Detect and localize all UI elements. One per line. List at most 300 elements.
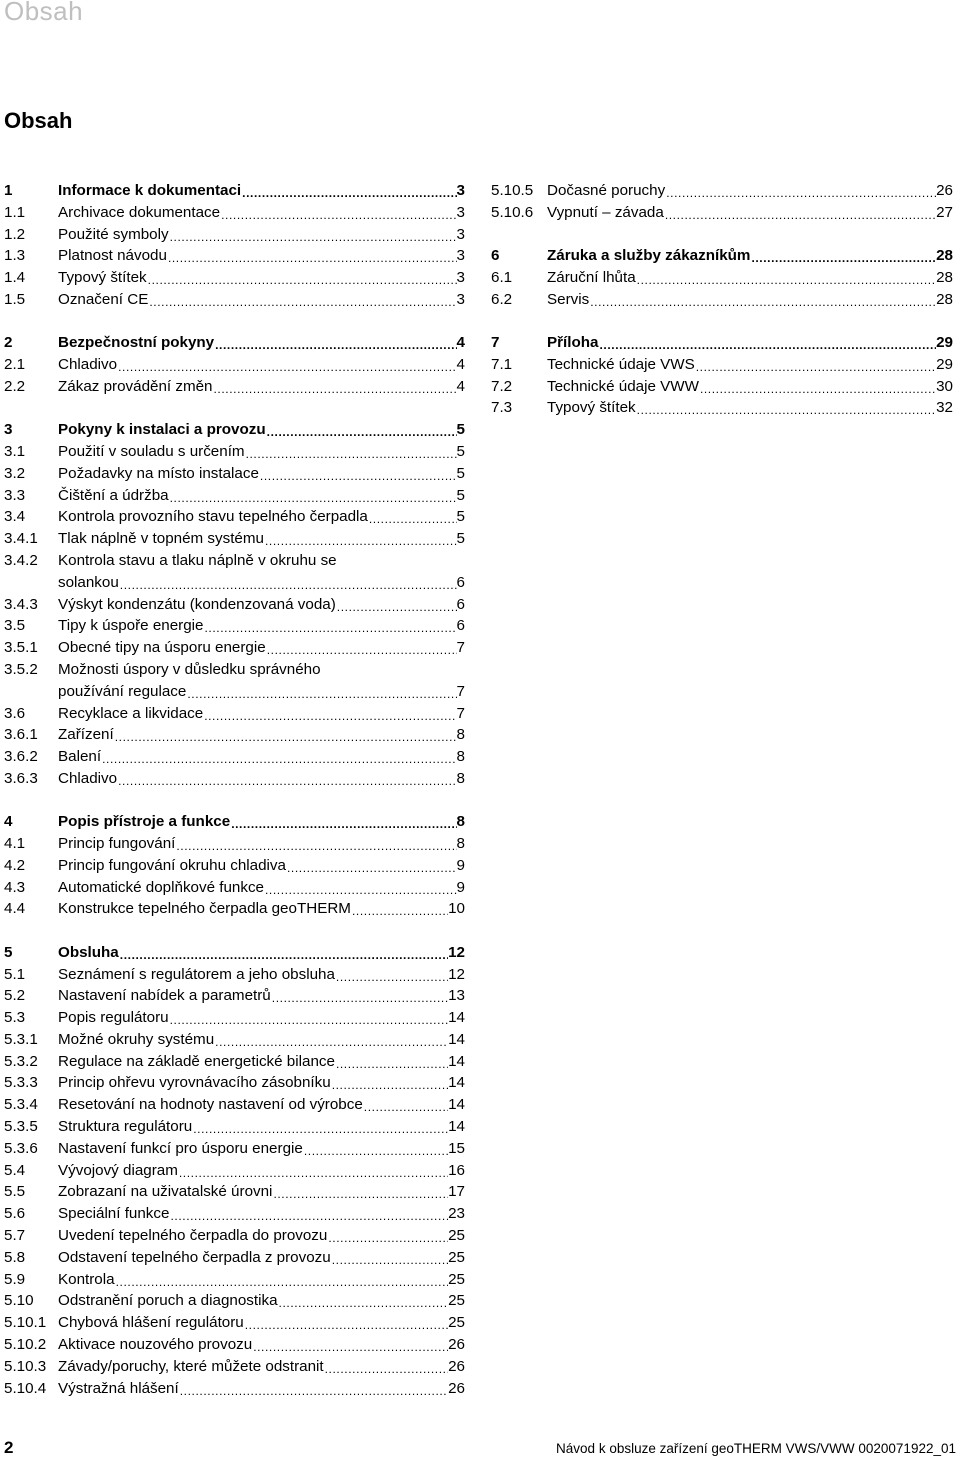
- toc-entry-title: Kontrola provozního stavu tepelného čerpadla: [58, 508, 368, 526]
- toc-leader-dots: [169, 1007, 448, 1029]
- toc-entry-title: Možné okruhy systému: [58, 1030, 215, 1048]
- toc-entry[interactable]: [491, 267, 953, 289]
- toc-entry-number: 3.4.1: [4, 530, 38, 548]
- toc-leader-dots: [203, 615, 456, 637]
- toc-entry[interactable]: [4, 768, 465, 790]
- toc-entry[interactable]: [4, 964, 465, 986]
- toc-leader-dots: [192, 1116, 448, 1138]
- toc-entry-page: 28: [936, 247, 953, 265]
- toc-entry[interactable]: [4, 615, 465, 637]
- toc-entry-number: 3.1: [4, 442, 26, 460]
- toc-entry[interactable]: [4, 703, 465, 725]
- toc-entry-number: 3.5.1: [4, 639, 38, 657]
- toc-entry-title: Odstavení tepelného čerpadla z provozu: [58, 1248, 331, 1266]
- toc-entry-number: 3.2: [4, 464, 26, 482]
- toc-entry-number: 4.3: [4, 878, 26, 896]
- toc-entry[interactable]: [4, 877, 465, 899]
- toc-entry-title: Použité symboly: [58, 225, 169, 243]
- toc-entry-title: Výstražná hlášení: [58, 1379, 179, 1397]
- toc-entry-page: 29: [936, 355, 953, 373]
- toc-entry-page: 32: [936, 399, 953, 417]
- toc-leader-dots: [220, 202, 456, 224]
- toc-entry[interactable]: [4, 267, 465, 289]
- toc-entry[interactable]: [4, 289, 465, 311]
- toc-entry-number: 4: [4, 813, 13, 831]
- toc-entry[interactable]: [4, 1072, 465, 1094]
- toc-entry-number: 5.9: [4, 1270, 26, 1288]
- toc-entry-page: 14: [448, 1030, 465, 1048]
- toc-entry-page: 27: [936, 203, 953, 221]
- toc-entry[interactable]: [4, 1356, 465, 1378]
- toc-leader-dots: [244, 1312, 448, 1334]
- toc-column-right: [491, 180, 953, 441]
- toc-entry-title: Struktura regulátoru: [58, 1118, 193, 1136]
- toc-entry-title: Tipy k úspoře energie: [58, 617, 204, 635]
- toc-entry[interactable]: [4, 724, 465, 746]
- toc-entry-title: Konstrukce tepelného čerpadla geoTHERM: [58, 900, 351, 918]
- toc-entry-title: Chybová hlášení regulátoru: [58, 1314, 244, 1332]
- toc-leader-dots: [589, 289, 936, 311]
- toc-leader-dots: [117, 768, 456, 790]
- toc-section: [4, 419, 465, 790]
- toc-entry-number: 5.8: [4, 1248, 26, 1266]
- toc-leader-dots: [245, 441, 457, 463]
- toc-entry-title: Servis: [547, 290, 590, 308]
- toc-entry-page: 3: [456, 182, 465, 199]
- toc-leader-dots: [178, 1160, 448, 1182]
- toc-entry-page: 8: [456, 813, 465, 831]
- toc-entry-title: Princip fungování: [58, 835, 176, 853]
- toc-section: [491, 180, 953, 224]
- toc-entry-number: 5.3: [4, 1009, 26, 1027]
- toc-entry-title: Platnost návodu: [58, 247, 167, 265]
- toc-leader-dots: [368, 506, 457, 528]
- toc-entry[interactable]: [4, 202, 465, 224]
- footer-page-number: 2: [4, 1438, 14, 1457]
- toc-leader-dots: [336, 594, 457, 616]
- toc-entry-title: Seznámení s regulátorem a jeho obsluha: [58, 965, 335, 983]
- toc-entry-number: 7: [491, 333, 500, 351]
- toc-entry-page: 8: [456, 726, 465, 744]
- toc-leader-dots: [636, 397, 936, 419]
- toc-entry[interactable]: [4, 1160, 465, 1182]
- toc-entry[interactable]: [4, 1116, 465, 1138]
- toc-entry[interactable]: [4, 245, 465, 267]
- toc-leader-dots: [664, 202, 936, 224]
- toc-leader-dots: [699, 376, 936, 398]
- toc-entry-page: 5: [456, 421, 465, 439]
- toc-entry-number: 1.2: [4, 225, 26, 243]
- toc-leader-dots: [259, 463, 457, 485]
- toc-entry-number: 3.4.2: [4, 551, 38, 569]
- toc-entry-number: 5.10.3: [4, 1357, 47, 1375]
- toc-entry[interactable]: [4, 1094, 465, 1116]
- toc-entry[interactable]: [4, 1225, 465, 1247]
- toc-entry-number: 3.5: [4, 617, 26, 635]
- toc-section: [491, 332, 953, 419]
- toc-entry-page: 12: [448, 943, 465, 961]
- toc-entry[interactable]: [4, 224, 465, 246]
- toc-entry-number: 5.3.4: [4, 1096, 38, 1114]
- toc-entry-title: Příloha: [547, 333, 599, 351]
- toc-entry[interactable]: [4, 594, 465, 616]
- toc-entry-title: Chladivo: [58, 769, 118, 787]
- toc-entry-title: Uvedení tepelného čerpadla do provozu: [58, 1227, 328, 1245]
- toc-leader-dots: [750, 245, 936, 267]
- toc-entry[interactable]: [4, 506, 465, 528]
- toc-entry-title: Nastavení nabídek a parametrů: [58, 987, 271, 1005]
- toc-section: [4, 332, 465, 397]
- page-heading: Obsah: [4, 108, 73, 133]
- toc-leader-dots: [214, 332, 456, 354]
- toc-entry-number: 5.10.1: [4, 1314, 47, 1332]
- toc-entry[interactable]: [4, 898, 465, 920]
- toc-entry-title: Princip ohřevu vyrovnávacího zásobníku: [58, 1074, 331, 1092]
- toc-leader-dots: [114, 724, 457, 746]
- toc-entry-page: 4: [456, 377, 465, 395]
- toc-entry[interactable]: [491, 180, 953, 202]
- toc-entry-title: Použití v souladu s určením: [58, 442, 245, 460]
- toc-entry-page: 26: [448, 1357, 465, 1375]
- toc-leader-dots: [214, 1029, 448, 1051]
- toc-entry-page: 4: [456, 356, 465, 374]
- toc-leader-dots: [169, 485, 457, 507]
- toc-entry-number: 5.6: [4, 1205, 26, 1223]
- toc-entry-number: 5.10.2: [4, 1336, 47, 1354]
- toc-entry-number: 3.6.1: [4, 726, 38, 744]
- toc-entry-title: Obsluha: [58, 943, 119, 961]
- toc-entry-page: 9: [456, 856, 465, 874]
- toc-entry-page: 8: [456, 835, 465, 853]
- toc-leader-dots: [598, 332, 936, 354]
- toc-entry-number: 5.3.6: [4, 1139, 38, 1157]
- toc-entry[interactable]: [4, 1051, 465, 1073]
- toc-entry-page: 5: [456, 464, 465, 482]
- toc-leader-dots: [695, 354, 936, 376]
- toc-entry[interactable]: [4, 681, 465, 703]
- toc-entry-title: Kontrola: [58, 1270, 115, 1288]
- toc-entry[interactable]: [4, 659, 465, 681]
- toc-entry-page: 23: [448, 1205, 465, 1223]
- toc-entry-page: 25: [448, 1227, 465, 1245]
- toc-entry-number: 3.4.3: [4, 595, 38, 613]
- toc-entry-number: 7.2: [491, 377, 513, 395]
- toc-entry-title: Záruční lhůta: [547, 268, 636, 286]
- toc-entry-page: 3: [456, 290, 465, 308]
- toc-entry-page: 17: [448, 1183, 465, 1201]
- toc-entry-number: 3.6.2: [4, 748, 38, 766]
- toc-entry-page: 5: [456, 508, 465, 526]
- toc-entry-page: 14: [448, 1052, 465, 1070]
- toc-section: [4, 180, 465, 311]
- toc-leader-dots: [331, 1072, 448, 1094]
- toc-entry-title: Nastavení funkcí pro úsporu energie: [58, 1139, 303, 1157]
- toc-entry-title: Chladivo: [58, 356, 118, 374]
- toc-entry-page: 28: [936, 268, 953, 286]
- toc-column-left: [4, 180, 465, 1421]
- toc-chapter-entry[interactable]: [4, 332, 465, 354]
- toc-entry[interactable]: [4, 746, 465, 768]
- toc-entry-title: Technické údaje VWW: [547, 377, 699, 395]
- toc-entry-page: 28: [936, 290, 953, 308]
- toc-entry[interactable]: [4, 441, 465, 463]
- toc-entry-page: 30: [936, 377, 953, 395]
- toc-entry-title: Tlak náplně v topném systému: [58, 530, 264, 548]
- toc-leader-dots: [252, 1334, 448, 1356]
- toc-entry[interactable]: [4, 1029, 465, 1051]
- toc-entry-page: 7: [456, 704, 465, 722]
- toc-entry-page: 14: [448, 1009, 465, 1027]
- toc-leader-dots: [147, 267, 457, 289]
- toc-entry-title: Vypnutí – závada: [547, 203, 664, 221]
- toc-entry[interactable]: [4, 1138, 465, 1160]
- toc-chapter-entry[interactable]: [4, 419, 465, 441]
- toc-entry-number: 1: [4, 182, 13, 199]
- toc-entry-number: 3.5.2: [4, 660, 38, 678]
- toc-entry-page: 7: [456, 682, 465, 700]
- toc-leader-dots: [167, 245, 457, 267]
- toc-entry-page: 8: [456, 748, 465, 766]
- toc-entry-page: 10: [448, 900, 465, 918]
- toc-chapter-entry[interactable]: [4, 942, 465, 964]
- toc-entry-title: Bezpečnostní pokyny: [58, 334, 215, 352]
- toc-chapter-entry[interactable]: [491, 332, 953, 354]
- toc-entry-title: Obecné tipy na úsporu energie: [58, 639, 266, 657]
- toc-entry-page: 13: [448, 987, 465, 1005]
- toc-entry-title: Popis regulátoru: [58, 1009, 169, 1027]
- toc-entry-number: 7.1: [491, 355, 513, 373]
- footer-document-title: Návod k obsluze zařízení geoTHERM VWS/VWW 0020071922_01: [556, 1441, 956, 1456]
- toc-entry-page: 14: [448, 1074, 465, 1092]
- toc-entry-number: 5.10.4: [4, 1379, 47, 1397]
- toc-entry-title: Závady/poruchy, které můžete odstranit: [58, 1357, 324, 1375]
- toc-entry-number: 2.2: [4, 377, 26, 395]
- toc-entry-page: 25: [448, 1270, 465, 1288]
- toc-leader-dots: [179, 1378, 448, 1400]
- toc-leader-dots: [186, 681, 456, 703]
- toc-leader-dots: [119, 942, 448, 964]
- toc-leader-dots: [203, 703, 456, 725]
- toc-leader-dots: [271, 985, 448, 1007]
- toc-entry[interactable]: [4, 550, 465, 572]
- toc-entry-page: 26: [448, 1379, 465, 1397]
- toc-entry-page: 5: [456, 486, 465, 504]
- toc-leader-dots: [241, 180, 456, 202]
- toc-leader-dots: [351, 898, 448, 920]
- toc-leader-dots: [169, 224, 457, 246]
- toc-entry[interactable]: [491, 289, 953, 311]
- toc-entry-page: 6: [456, 595, 465, 613]
- toc-entry-title: Odstranění poruch a diagnostika: [58, 1292, 278, 1310]
- toc-entry-number: 3.3: [4, 486, 26, 504]
- toc-entry-number: 6.1: [491, 268, 513, 286]
- toc-section: [4, 811, 465, 920]
- toc-entry-number: 7.3: [491, 399, 513, 417]
- toc-entry-page: 26: [448, 1336, 465, 1354]
- toc-entry-number: 1.3: [4, 247, 26, 265]
- toc-entry-number: 3.6: [4, 704, 26, 722]
- toc-entry-page: 4: [456, 334, 465, 352]
- toc-entry-number: 1.5: [4, 290, 26, 308]
- toc-entry[interactable]: [491, 202, 953, 224]
- toc-entry-number: 5.10.6: [491, 203, 534, 221]
- toc-leader-dots: [266, 419, 457, 441]
- toc-entry-title: Možnosti úspory v důsledku správného: [58, 660, 321, 678]
- toc-entry-title: Záruka a služby zákazníkům: [547, 247, 751, 265]
- toc-section: [491, 245, 953, 310]
- toc-leader-dots: [169, 1203, 448, 1225]
- toc-leader-dots: [303, 1138, 448, 1160]
- toc-leader-dots: [101, 746, 456, 768]
- toc-entry-title: Balení: [58, 748, 102, 766]
- toc-entry-number: 5: [4, 943, 13, 961]
- toc-entry[interactable]: [4, 637, 465, 659]
- toc-entry-page: 7: [456, 639, 465, 657]
- toc-entry-title: Speciální funkce: [58, 1205, 170, 1223]
- toc-entry-title: Typový štítek: [547, 399, 636, 417]
- toc-entry-page: 15: [448, 1139, 465, 1157]
- toc-entry[interactable]: [4, 376, 465, 398]
- toc-entry-number: 5.3.3: [4, 1074, 38, 1092]
- toc-entry-number: 5.3.5: [4, 1118, 38, 1136]
- toc-entry[interactable]: [4, 1334, 465, 1356]
- toc-entry[interactable]: [4, 1203, 465, 1225]
- toc-leader-dots: [636, 267, 936, 289]
- toc-entry-number: 6.2: [491, 290, 513, 308]
- toc-entry-page: 26: [936, 182, 953, 199]
- toc-leader-dots: [272, 1181, 448, 1203]
- toc-entry-number: 5.3.1: [4, 1030, 38, 1048]
- toc-entry-page: 3: [456, 247, 465, 265]
- toc-leader-dots: [266, 637, 457, 659]
- toc-entry[interactable]: [4, 528, 465, 550]
- toc-entry-number: 4.4: [4, 900, 26, 918]
- toc-leader-dots: [264, 877, 457, 899]
- toc-entry-title: Informace k dokumentaci: [58, 182, 242, 199]
- toc-entry[interactable]: [4, 985, 465, 1007]
- toc-entry-number: 1.1: [4, 203, 26, 221]
- toc-chapter-entry[interactable]: [4, 180, 465, 202]
- toc-entry-title: Automatické doplňkové funkce: [58, 878, 264, 896]
- toc-entry-title: Výskyt kondenzátu (kondenzovaná voda): [58, 595, 336, 613]
- toc-entry[interactable]: [4, 572, 465, 594]
- toc-leader-dots: [115, 1269, 449, 1291]
- toc-entry-page: 8: [456, 769, 465, 787]
- toc-entry-number: 5.10: [4, 1292, 34, 1310]
- toc-entry-number: 5.10.5: [491, 182, 534, 199]
- toc-entry[interactable]: [4, 485, 465, 507]
- toc-entry-page: 5: [456, 530, 465, 548]
- toc-entry[interactable]: [491, 354, 953, 376]
- toc-entry-number: 5.2: [4, 987, 26, 1005]
- toc-leader-dots: [363, 1094, 448, 1116]
- toc-entry-title: Zařízení: [58, 726, 114, 744]
- toc-leader-dots: [175, 833, 456, 855]
- toc-entry-title: Vývojový diagram: [58, 1161, 178, 1179]
- toc-entry-number: 6: [491, 247, 500, 265]
- toc-entry-number: 2: [4, 334, 13, 352]
- toc-entry-title: Typový štítek: [58, 269, 147, 287]
- toc-entry[interactable]: [4, 1269, 465, 1291]
- toc-entry[interactable]: [4, 1247, 465, 1269]
- toc-chapter-entry[interactable]: [4, 811, 465, 833]
- toc-chapter-entry[interactable]: [491, 245, 953, 267]
- toc-entry-title: Recyklace a likvidace: [58, 704, 204, 722]
- toc-entry-page: 25: [448, 1292, 465, 1310]
- toc-entry[interactable]: [4, 1181, 465, 1203]
- toc-leader-dots: [327, 1225, 448, 1247]
- toc-entry[interactable]: [4, 354, 465, 376]
- toc-entry[interactable]: [4, 855, 465, 877]
- toc-section: [4, 942, 465, 1400]
- toc-entry[interactable]: [4, 463, 465, 485]
- toc-entry-page: 12: [448, 965, 465, 983]
- toc-entry-title: Čištění a údržba: [58, 486, 169, 504]
- toc-entry-number: 4.2: [4, 856, 26, 874]
- toc-entry-number: 5.4: [4, 1161, 26, 1179]
- toc-entry-title: Dočasné poruchy: [547, 182, 666, 199]
- toc-leader-dots: [117, 354, 456, 376]
- toc-leader-dots: [331, 1247, 448, 1269]
- toc-entry-title: Zobrazaní na uživatalské úrovni: [58, 1183, 273, 1201]
- toc-entry[interactable]: [491, 376, 953, 398]
- toc-entry-title: Kontrola stavu a tlaku náplně v okruhu se: [58, 551, 337, 569]
- running-header-title: Obsah: [4, 0, 84, 26]
- toc-entry-title: Resetování na hodnoty nastavení od výrobce: [58, 1096, 363, 1114]
- toc-entry-title: Princip fungování okruhu chladiva: [58, 856, 286, 874]
- toc-leader-dots: [264, 528, 457, 550]
- toc-entry-page: 25: [448, 1314, 465, 1332]
- toc-entry-page: 5: [456, 442, 465, 460]
- toc-entry-page: 25: [448, 1248, 465, 1266]
- toc-entry[interactable]: [4, 1290, 465, 1312]
- toc-entry[interactable]: [4, 833, 465, 855]
- toc-entry[interactable]: [4, 1378, 465, 1400]
- toc-entry-title: Regulace na základě energetické bilance: [58, 1052, 335, 1070]
- toc-entry-page: 3: [456, 269, 465, 287]
- toc-entry-page: 16: [448, 1161, 465, 1179]
- toc-leader-dots: [335, 964, 448, 986]
- toc-leader-dots: [665, 180, 936, 202]
- toc-leader-dots: [335, 1051, 448, 1073]
- toc-entry-page: 9: [456, 878, 465, 896]
- toc-entry-title: Pokyny k instalaci a provozu: [58, 421, 266, 439]
- toc-leader-dots: [148, 289, 456, 311]
- toc-entry-number: 1.4: [4, 269, 26, 287]
- toc-entry-title: Zákaz provádění změn: [58, 377, 213, 395]
- toc-entry-title: Archivace dokumentace: [58, 203, 221, 221]
- toc-leader-dots: [278, 1290, 449, 1312]
- toc-entry-number: 3: [4, 421, 13, 439]
- toc-entry[interactable]: [4, 1007, 465, 1029]
- toc-leader-dots: [324, 1356, 448, 1378]
- toc-entry-title: Popis přístroje a funkce: [58, 813, 231, 831]
- toc-entry-number: 3.6.3: [4, 769, 38, 787]
- toc-entry-title: Aktivace nouzového provozu: [58, 1336, 253, 1354]
- toc-entry-number: 4.1: [4, 835, 26, 853]
- toc-leader-dots: [230, 811, 456, 833]
- toc-entry-title: používání regulace: [58, 682, 187, 700]
- toc-entry-page: 6: [456, 573, 465, 591]
- toc-entry[interactable]: [491, 397, 953, 419]
- toc-entry-title: solankou: [58, 573, 119, 591]
- toc-entry[interactable]: [4, 1312, 465, 1334]
- toc-entry-number: 2.1: [4, 356, 26, 374]
- toc-entry-number: 5.7: [4, 1227, 26, 1245]
- toc-entry-page: 3: [456, 203, 465, 221]
- toc-entry-number: 5.3.2: [4, 1052, 38, 1070]
- toc-entry-title: Požadavky na místo instalace: [58, 464, 259, 482]
